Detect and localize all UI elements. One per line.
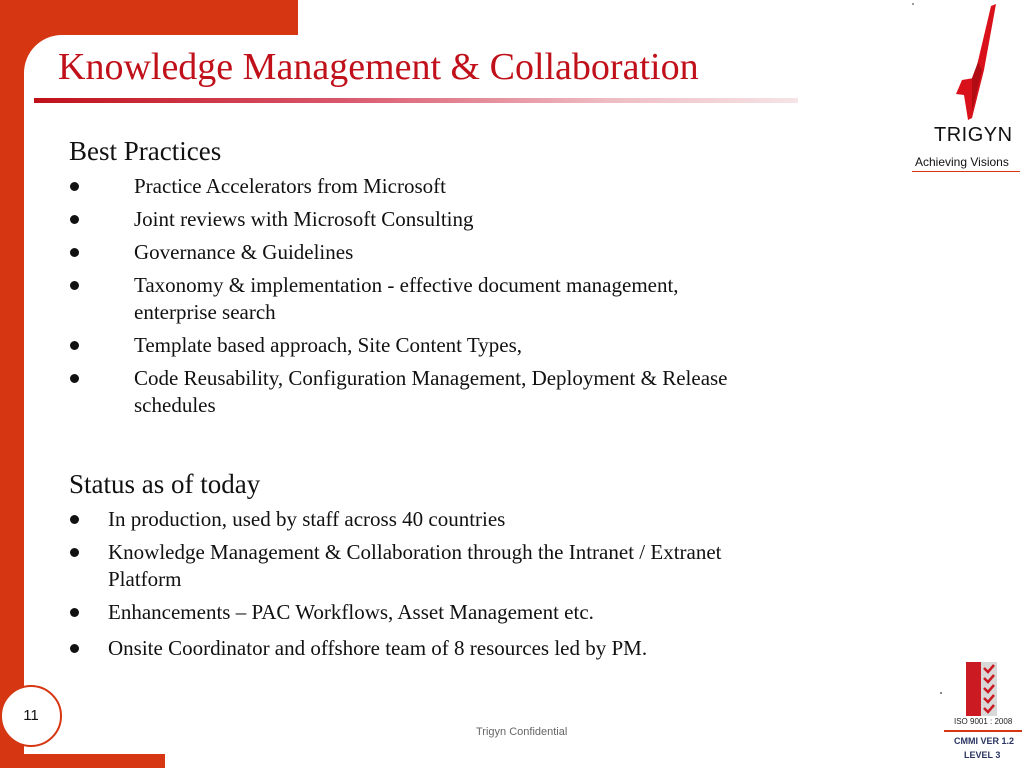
list-item-text-continued: enterprise search bbox=[134, 300, 276, 324]
bullet-icon bbox=[70, 608, 79, 617]
bullet-icon bbox=[70, 374, 79, 383]
bottom-accent-bar bbox=[0, 754, 165, 768]
list-item bbox=[70, 272, 870, 328]
list-item-text: Taxonomy & implementation - effective document management, bbox=[134, 273, 679, 297]
logo-divider bbox=[912, 171, 1020, 172]
slide-title: Knowledge Management & Collaboration bbox=[58, 46, 699, 88]
list-item bbox=[70, 506, 870, 534]
list-item bbox=[70, 365, 870, 421]
iso-certification-label: ISO 9001 : 2008 bbox=[954, 717, 1013, 726]
footer-confidential: Trigyn Confidential bbox=[476, 726, 568, 738]
bullet-icon bbox=[70, 182, 79, 191]
list-item-text: Onsite Coordinator and offshore team of 8 resources led by PM. bbox=[108, 636, 648, 660]
logo-name: TRIGYN bbox=[934, 124, 1013, 146]
certification-divider bbox=[944, 730, 1022, 732]
list-item bbox=[70, 332, 870, 360]
list-item bbox=[70, 539, 870, 595]
status-heading: Status as of today bbox=[69, 469, 261, 499]
bullet-icon bbox=[70, 341, 79, 350]
best-practices-heading: Best Practices bbox=[69, 136, 222, 166]
page-number: 11 bbox=[0, 685, 62, 747]
list-item-text: Enhancements – PAC Workflows, Asset Management etc. bbox=[108, 600, 594, 624]
bullet-icon bbox=[70, 281, 79, 290]
list-item bbox=[70, 239, 870, 267]
bullet-icon bbox=[70, 644, 79, 653]
list-item-text: Governance & Guidelines bbox=[134, 240, 354, 264]
list-item-text-continued: schedules bbox=[134, 393, 216, 417]
cmmi-label: CMMI VER 1.2 bbox=[954, 736, 1015, 746]
list-item-text: Practice Accelerators from Microsoft bbox=[134, 174, 446, 198]
list-item-text: Code Reusability, Configuration Management, Deployment & Release bbox=[134, 366, 728, 390]
list-item bbox=[70, 206, 870, 234]
cmmi-level-label: LEVEL 3 bbox=[964, 750, 1001, 760]
bullet-icon bbox=[70, 515, 79, 524]
bullet-icon bbox=[70, 215, 79, 224]
list-item-text-continued: Platform bbox=[108, 567, 182, 591]
logo-tagline: Achieving Visions bbox=[915, 155, 1009, 169]
bullet-icon bbox=[70, 248, 79, 257]
list-item-text: In production, used by staff across 40 countries bbox=[108, 507, 506, 531]
list-item-text: Knowledge Management & Collaboration through the Intranet / Extranet bbox=[108, 540, 722, 564]
title-underline bbox=[34, 98, 798, 103]
list-item bbox=[70, 173, 870, 201]
list-item-text: Template based approach, Site Content Types, bbox=[134, 333, 522, 357]
list-item-text: Joint reviews with Microsoft Consulting bbox=[134, 207, 474, 231]
list-item bbox=[70, 599, 870, 627]
trigyn-logo-icon bbox=[912, 0, 1024, 175]
bullet-icon bbox=[70, 548, 79, 557]
list-item bbox=[70, 635, 870, 663]
